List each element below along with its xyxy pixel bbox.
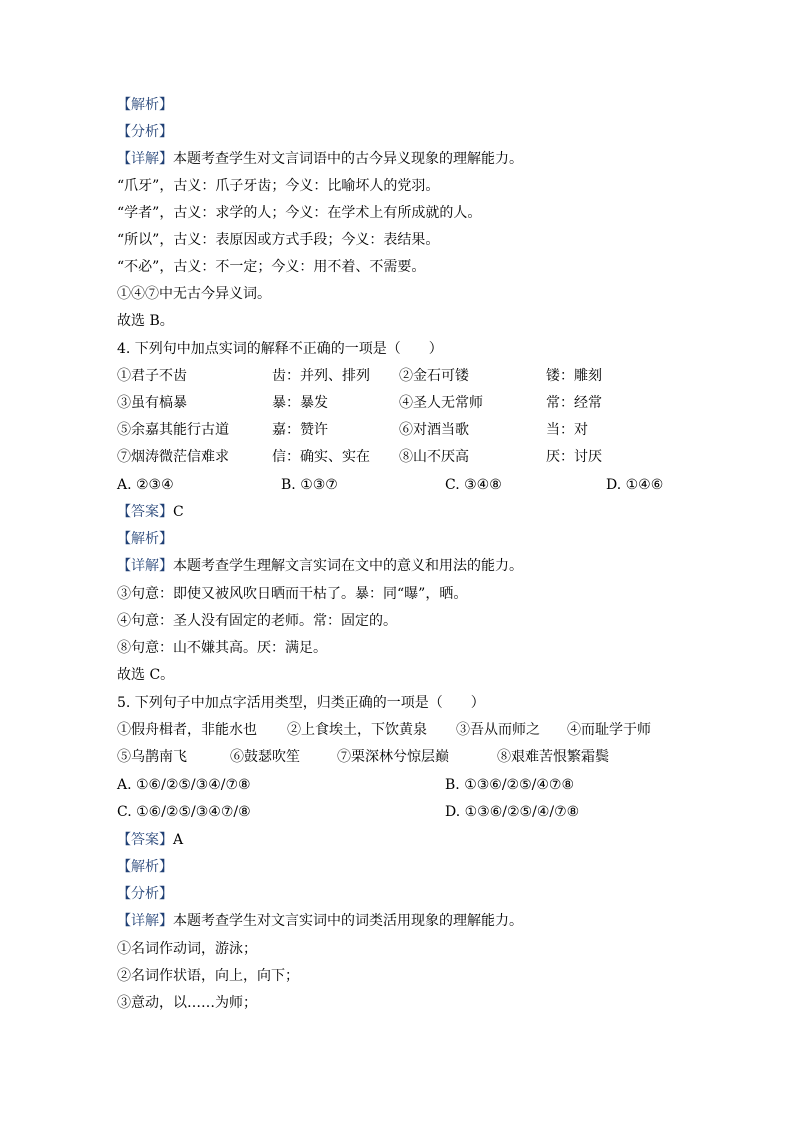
q5-option-d: D. ①③⑥/②⑤/④/⑦⑧ [445, 804, 580, 820]
q5-sentence: ⑦栗深林兮惊层巅 [337, 749, 449, 765]
q5-answer-value: A [173, 832, 184, 848]
q4-answer-value: C [173, 504, 184, 520]
q4-option-b: B. ①③⑦ [281, 477, 338, 493]
q3-xiangjie-text: 本题考查学生对文言词语中的古今异义现象的理解能力。 [173, 151, 523, 167]
q3-xiangjie-tag: 【详解】 [117, 151, 173, 167]
q4-item-explanation: 厌：讨厌 [546, 449, 602, 465]
q4-item-sentence: ②金石可镂 [399, 368, 469, 384]
q5-sentence: ⑤乌鹊南飞 [117, 749, 187, 765]
q5-line: ③意动，以……为师； [117, 995, 257, 1011]
q4-item-explanation: 镂：雕刻 [546, 368, 602, 384]
q4-answer-tag: 【答案】 [117, 504, 173, 520]
q4-xiangjie [117, 557, 523, 575]
q4-item-explanation: 齿：并列、排列 [272, 368, 370, 384]
q5-line: ①名词作动词，游泳； [117, 941, 257, 957]
q5-line: ②名词作状语，向上，向下； [117, 968, 299, 984]
q5-xiangjie [117, 912, 523, 930]
q5-sentence: ①假舟楫者，非能水也 [117, 722, 257, 738]
q5-sentence: ⑥鼓瑟吹笙 [230, 749, 300, 765]
q5-xiangjie-text: 本题考查学生对文言实词中的词类活用现象的理解能力。 [173, 913, 523, 929]
q4-item-explanation: 暴：暴发 [272, 395, 328, 411]
q3-line: “爪牙”，古义：爪子牙齿；今义：比喻坏人的党羽。 [117, 178, 440, 194]
q5-option-c: C. ①⑥/②⑤/③④⑦/⑧ [117, 804, 251, 820]
q4-option-c: C. ③④⑧ [445, 477, 502, 493]
q4-xiangjie-text: 本题考查学生理解文言实词在文中的意义和用法的能力。 [173, 558, 523, 574]
q4-item-sentence: ④圣人无常师 [399, 395, 483, 411]
q3-xiangjie [117, 150, 523, 168]
q3-line: ①④⑦中无古今异义词。 [117, 286, 271, 302]
q4-item-sentence: ③虽有槁暴 [117, 395, 187, 411]
q4-item-explanation: 当：对 [546, 422, 588, 438]
q4-item-explanation: 常：经常 [546, 395, 602, 411]
q4-jiexi-tag: 【解析】 [117, 531, 173, 547]
q5-sentence: ⑧艰难苦恨繁霜鬓 [497, 749, 609, 765]
q4-line: 故选 C。 [117, 667, 175, 683]
q5-stem: 5. 下列句子中加点字活用类型，归类正确的一项是（ ） [117, 695, 485, 711]
q5-sentence: ③吾从而师之 [456, 722, 540, 738]
q5-sentence: ②上食埃土，下饮黄泉 [287, 722, 427, 738]
q4-option-a: A. ②③④ [117, 477, 174, 493]
q5-jiexi-tag: 【解析】 [117, 859, 173, 875]
q4-stem: 4. 下列句中加点实词的解释不正确的一项是（ ） [117, 341, 443, 357]
q4-item-explanation: 嘉：赞许 [272, 422, 328, 438]
q3-fenxi-tag: 【分析】 [117, 124, 173, 140]
q5-sentence: ④而耻学于师 [567, 722, 651, 738]
q5-xiangjie-tag: 【详解】 [117, 913, 173, 929]
q4-xiangjie-tag: 【详解】 [117, 558, 173, 574]
q4-item-sentence: ⑧山不厌高 [399, 449, 469, 465]
q4-item-sentence: ⑦烟涛微茫信难求 [117, 449, 229, 465]
q4-item-sentence: ⑤余嘉其能行古道 [117, 422, 229, 438]
q5-answer [117, 831, 183, 849]
q3-line: 故选 B。 [117, 313, 174, 329]
q4-line: ④句意：圣人没有固定的老师。常：固定的。 [117, 613, 397, 629]
q3-line: “学者”，古义：求学的人；今义：在学术上有所成就的人。 [117, 205, 482, 221]
q3-line: “不必”，古义：不一定；今义：用不着、不需要。 [117, 259, 426, 275]
q5-option-a: A. ①⑥/②⑤/③④/⑦⑧ [117, 777, 251, 793]
q4-item-sentence: ①君子不齿 [117, 368, 187, 384]
q4-line: ③句意：即使又被风吹日晒而干枯了。暴：同“曝”，晒。 [117, 586, 468, 602]
q4-answer [117, 503, 184, 521]
q4-item-sentence: ⑥对酒当歌 [399, 422, 469, 438]
q4-item-explanation: 信：确实、实在 [272, 449, 370, 465]
q5-option-b: B. ①③⑥/②⑤/④⑦⑧ [445, 777, 575, 793]
q3-line: “所以”，古义：表原因或方式手段；今义：表结果。 [117, 232, 440, 248]
q5-fenxi-tag: 【分析】 [117, 886, 173, 902]
q5-answer-tag: 【答案】 [117, 832, 173, 848]
q3-jiexi-tag: 【解析】 [117, 97, 173, 113]
q4-option-d: D. ①④⑥ [606, 477, 664, 493]
q4-line: ⑧句意：山不嫌其高。厌：满足。 [117, 640, 327, 656]
